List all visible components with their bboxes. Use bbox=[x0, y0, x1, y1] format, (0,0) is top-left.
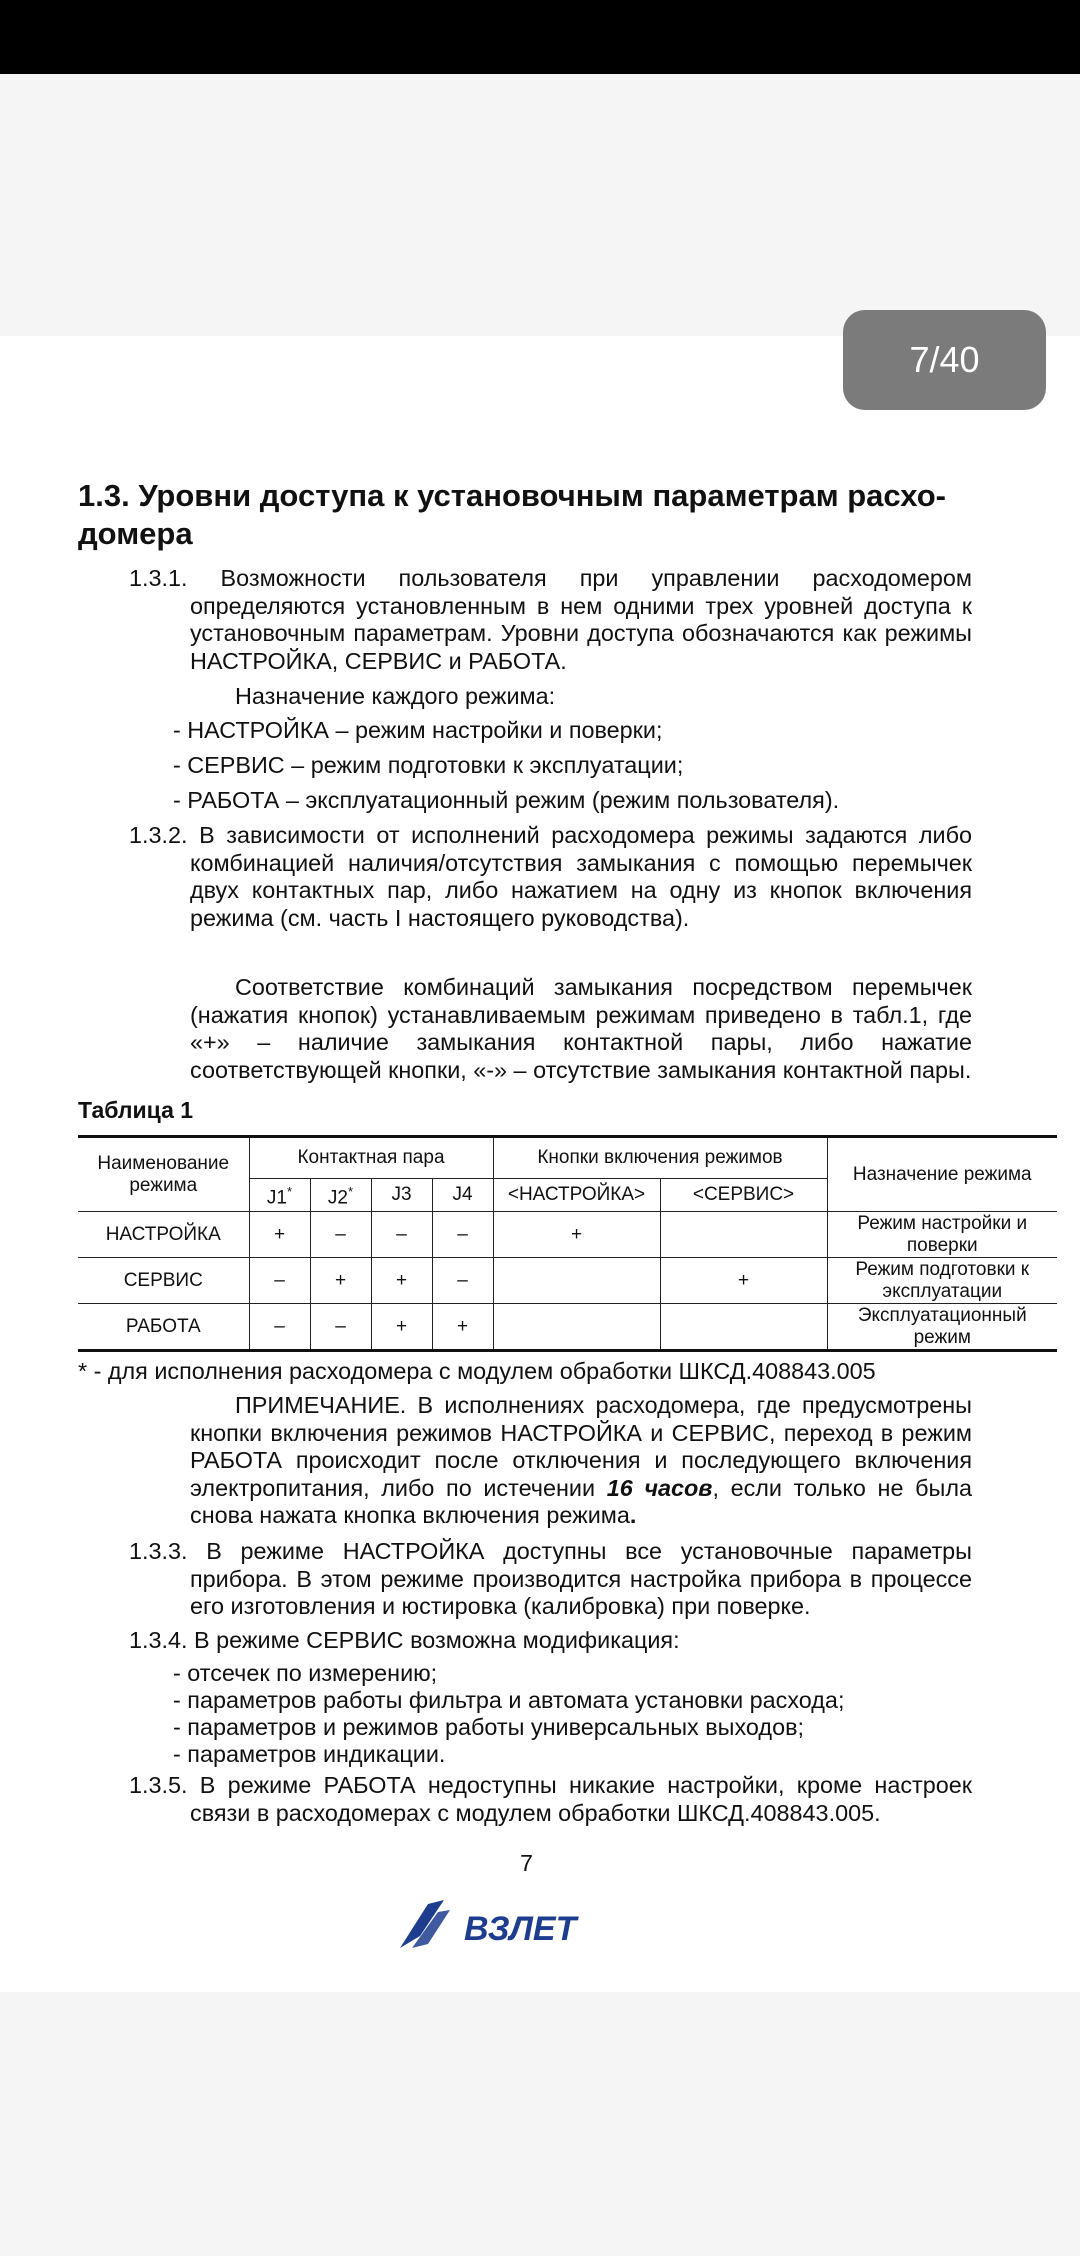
header-j1: J1* bbox=[249, 1179, 310, 1212]
table-row: РАБОТА – – + + Эксплуатационный режим bbox=[78, 1304, 1057, 1351]
header-buttons: Кнопки включения режимов bbox=[493, 1137, 827, 1179]
correspondence-paragraph: Соответствие комбинаций замыкания посредством перемычек (нажатия кнопок) устанавливаемым режимам приведено в табл.1, где «+» – наличие замыкания контактной пары, либо нажатие соответствующей кнопки, «-» – отсутствие замыкания контактной пары. bbox=[190, 974, 972, 1083]
header-j3: J3 bbox=[371, 1179, 432, 1212]
mode-item: - НАСТРОЙКА – режим настройки и поверки; bbox=[173, 717, 663, 743]
service-item: - отсечек по измерению; bbox=[173, 1660, 438, 1686]
modes-table bbox=[78, 1135, 1057, 1352]
service-item: - параметров индикации. bbox=[173, 1741, 446, 1767]
page-number: 7 bbox=[520, 1850, 533, 1876]
section-heading: 1.3. Уровни доступа к установочным параметрам расхо- домера bbox=[78, 478, 946, 551]
header-purpose: Назначение режима bbox=[827, 1137, 1057, 1212]
service-item: - параметров и режимов работы универсальных выходов; bbox=[173, 1714, 804, 1740]
header-contact-pair: Контактная пара bbox=[249, 1137, 493, 1179]
status-bar bbox=[0, 0, 1080, 74]
service-item: - параметров работы фильтра и автомата установки расхода; bbox=[173, 1687, 845, 1713]
purpose-intro: Назначение каждого режима: bbox=[235, 683, 556, 709]
table-row: СЕРВИС – + + – + Режим подготовки к эксплуатации bbox=[78, 1258, 1057, 1304]
table-row: НАСТРОЙКА + – – – + Режим настройки и поверки bbox=[78, 1212, 1057, 1258]
paragraph-1-3-2: 1.3.2. В зависимости от исполнений расходомера режимы задаются либо комбинацией наличия/отсутствия замыкания с помощью перемычек двух контактных пар, либо нажатием на одну из кнопок включения режима (см. часть I настоящего руководства). bbox=[129, 822, 972, 931]
paragraph-1-3-5: 1.3.5. В режиме РАБОТА недоступны никакие настройки, кроме настроек связи в расходомерах с модулем обработки ШКСД.408843.005. bbox=[129, 1772, 972, 1826]
paragraph-1-3-4: 1.3.4. В режиме СЕРВИС возможна модификация: bbox=[129, 1627, 680, 1653]
table-title: Таблица 1 bbox=[78, 1097, 194, 1123]
page-indicator-badge bbox=[843, 310, 1046, 410]
header-mode-name: Наименование режима bbox=[78, 1137, 249, 1212]
note-paragraph: ПРИМЕЧАНИЕ. В исполнениях расходомера, где предусмотрены кнопки включения режимов НАСТРОЙКА и СЕРВИС, переход в режим РАБОТА происходит после отключения и последующего включения электропитания, либо по истечении 16 часов, если только не была снова нажата кнопка включения режима. bbox=[190, 1392, 972, 1528]
paragraph-1-3-1: 1.3.1. Возможности пользователя при управлении расходомером определяются установленным в нем одними трех уровней доступа к установочным параметрам. Уровни доступа обозначаются как режимы НАСТРОЙКА, СЕРВИС и РАБОТА. bbox=[129, 565, 972, 674]
mode-item: - СЕРВИС – режим подготовки к эксплуатации; bbox=[173, 752, 684, 778]
header-btn-servis: <СЕРВИС> bbox=[660, 1179, 827, 1212]
paragraph-1-3-3: 1.3.3. В режиме НАСТРОЙКА доступны все установочные параметры прибора. В этом режиме производится настройка прибора в процессе его изготовления и юстировка (калибровка) при поверке. bbox=[129, 1538, 972, 1619]
page-indicator-text: 7/40 bbox=[909, 339, 980, 380]
vzlet-logo bbox=[398, 1898, 598, 1950]
table-footnote: * - для исполнения расходомера с модулем обработки ШКСД.408843.005 bbox=[78, 1358, 876, 1384]
mode-item: - РАБОТА – эксплуатационный режим (режим пользователя). bbox=[173, 787, 840, 813]
header-btn-nastroika: <НАСТРОЙКА> bbox=[493, 1179, 660, 1212]
svg-text:ВЗЛЕТ: ВЗЛЕТ bbox=[464, 1910, 577, 1948]
header-j2: J2* bbox=[310, 1179, 371, 1212]
header-j4: J4 bbox=[432, 1179, 493, 1212]
